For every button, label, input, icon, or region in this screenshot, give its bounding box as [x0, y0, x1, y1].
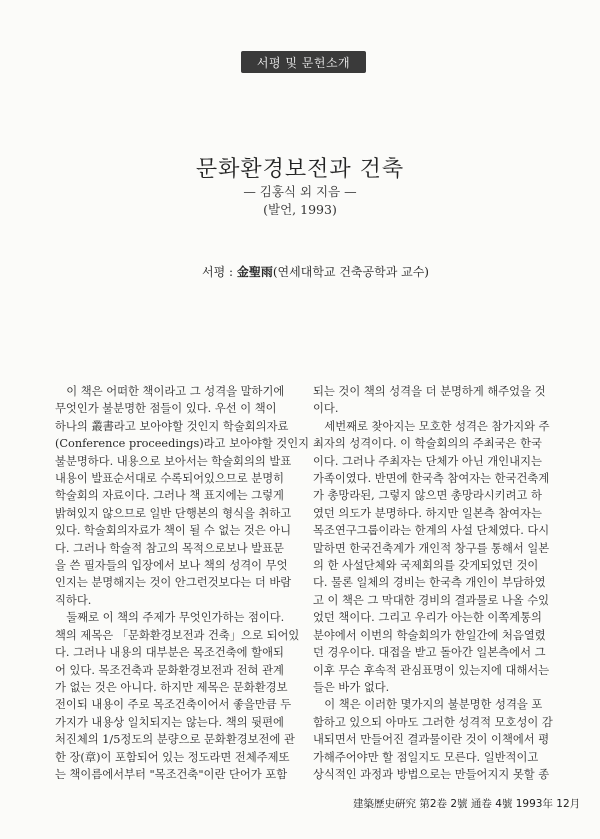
- text-line: 가족이였다. 반면에 한국측 참여자는 한국건축계: [313, 472, 550, 486]
- text-line: 둘째로 이 책의 주제가 무엇인가하는 점이다.: [66, 611, 285, 625]
- journal-footer: 建築歷史硏究 第2卷 2號 通卷 4號 1993年 12月: [353, 798, 581, 810]
- text-line: 말하면 한국건축계가 개인적 창구를 통해서 일본: [313, 541, 550, 555]
- section-label: 서평 및 문헌소개: [256, 55, 351, 70]
- text-line: 인지는 분명해지는 것이 안그런것보다는 더 바람: [55, 576, 292, 590]
- text-line: 하나의 叢書라고 보아야할 것인지 학술회의자료: [55, 419, 289, 433]
- text-line: 가 총망라된, 그렇지 않으면 총망라시키려고 하: [313, 489, 542, 503]
- text-line: 학술회의 자료이다. 그러나 책 표지에는 그렇게: [55, 489, 284, 503]
- text-line: 있다. 학술회의자료가 책이 될 수 없는 것은 아니: [55, 524, 292, 538]
- text-line: 세번째로 찾아지는 모호한 성격은 참가지와 주: [324, 419, 550, 433]
- text-line: 직하다.: [55, 593, 92, 607]
- text-line: 었던 책이다. 그리고 우리가 아는한 이쪽계통의: [313, 611, 542, 625]
- text-line: 고 이 책은 그 막대한 경비의 결과물로 나올 수있: [313, 593, 550, 607]
- text-line: 는 책이름에서부터 "목조건축"이란 단어가 포함: [55, 767, 288, 781]
- text-line: 전이되 내용이 주로 목조건축이어서 좋을만큼 두: [55, 698, 292, 712]
- text-line: 내되면서 만들어진 결과물이란 것이 이책에서 평: [313, 733, 550, 747]
- body-column-left: [55, 383, 310, 783]
- text-line: 불분명하다. 내용으로 보아서는 학술회의의 발표: [55, 454, 292, 468]
- text-line: 던 경우이다. 대접을 받고 돌아간 일본측에서 그: [313, 646, 546, 660]
- text-line: 이 책은 어떠한 책이라고 그 성격을 말하기에: [66, 385, 285, 398]
- text-line: 을 쓴 필자들의 입장에서 보나 책의 성격이 무엇: [55, 559, 288, 573]
- text-line: 이후 무슨 후속적 관심표명이 있는지에 대해서는: [313, 663, 550, 677]
- reviewer-prefix: 서평 :: [202, 265, 237, 279]
- text-line: 다. 물론 일체의 경비는 한국측 개인이 부담하였: [313, 576, 546, 590]
- publisher-line: (발언, 1993): [263, 202, 337, 217]
- text-line: 한 장(章)이 포함되어 있는 정도라면 전체주제또: [55, 750, 290, 764]
- text-line: 최자의 성격이다. 이 학술회의의 주최국은 한국: [313, 437, 542, 451]
- text-line: 이다. 그러나 주최자는 단체가 아닌 개인내지는: [313, 454, 542, 468]
- text-line: 들은 바가 없다.: [313, 680, 390, 694]
- text-line: 밝혀있지 않으므로 일반 단행본의 형식을 취하고: [55, 506, 292, 520]
- text-line: 였던 의도가 분명하다. 하지만 일본측 참여자는: [313, 506, 542, 520]
- text-line: 분야에서 이번의 학술회의가 한일간에 처음열렸: [313, 628, 546, 642]
- text-line: 가 없는 것은 아니다. 하지만 제목은 문화환경보: [55, 680, 288, 694]
- text-line: 다. 그러나 학술적 참고의 목적으로보나 발표문: [55, 541, 284, 555]
- text-line: 되는 것이 책의 성격을 더 분명하게 해주었을 것: [313, 385, 546, 398]
- text-line: 내용이 발표순서대로 수록되어있으므로 분명히: [55, 472, 285, 486]
- text-line: 무엇인가 불분명한 점들이 있다. 우선 이 책이: [55, 402, 277, 416]
- text-line: 이 책은 이러한 몇가지의 불분명한 성격을 포: [324, 698, 543, 712]
- text-line: (Conference proceedings)라고 보아야할 것인지: [55, 437, 310, 451]
- text-line: 상식적인 과정과 방법으로는 만들어지지 못할 종: [313, 767, 550, 781]
- text-line: 이다.: [313, 402, 339, 416]
- article-title: 문화환경보전과 건축: [195, 157, 405, 182]
- body-column-right: [313, 383, 553, 783]
- reviewer-affiliation: (연세대학교 건축공학과 교수): [272, 265, 429, 279]
- text-line: 가지가 내용상 일치되지는 않는다. 책의 뒷편에: [55, 715, 284, 729]
- reviewer-name: 金聖雨: [236, 265, 273, 279]
- text-line: 목조연구그룹이라는 한계의 사설 단체였다. 다시: [313, 524, 550, 538]
- text-line: 책의 제목은 「문화환경보전과 건축」으로 되어있: [55, 628, 300, 642]
- text-line: 함하고 있으되 아마도 그러한 성격적 모호성이 감: [313, 715, 553, 729]
- text-line: 다. 그러나 내용의 대부분은 목조건축에 할애되: [55, 646, 284, 660]
- reviewer-line: [202, 263, 429, 280]
- author-line: — 김홍식 외 지음 —: [243, 184, 357, 199]
- text-line: 의 한 사설단체와 국제회의를 갖게되었던 것이: [313, 559, 539, 573]
- text-line: 처진체의 1/5정도의 분량으로 문화환경보전에 관: [55, 733, 295, 747]
- section-banner: [241, 51, 366, 73]
- text-line: 가해주어야만 할 점일지도 모른다. 일반적이고: [313, 750, 539, 764]
- text-line: 어 있다. 목조건축과 문화환경보전과 전혀 관계: [55, 663, 284, 677]
